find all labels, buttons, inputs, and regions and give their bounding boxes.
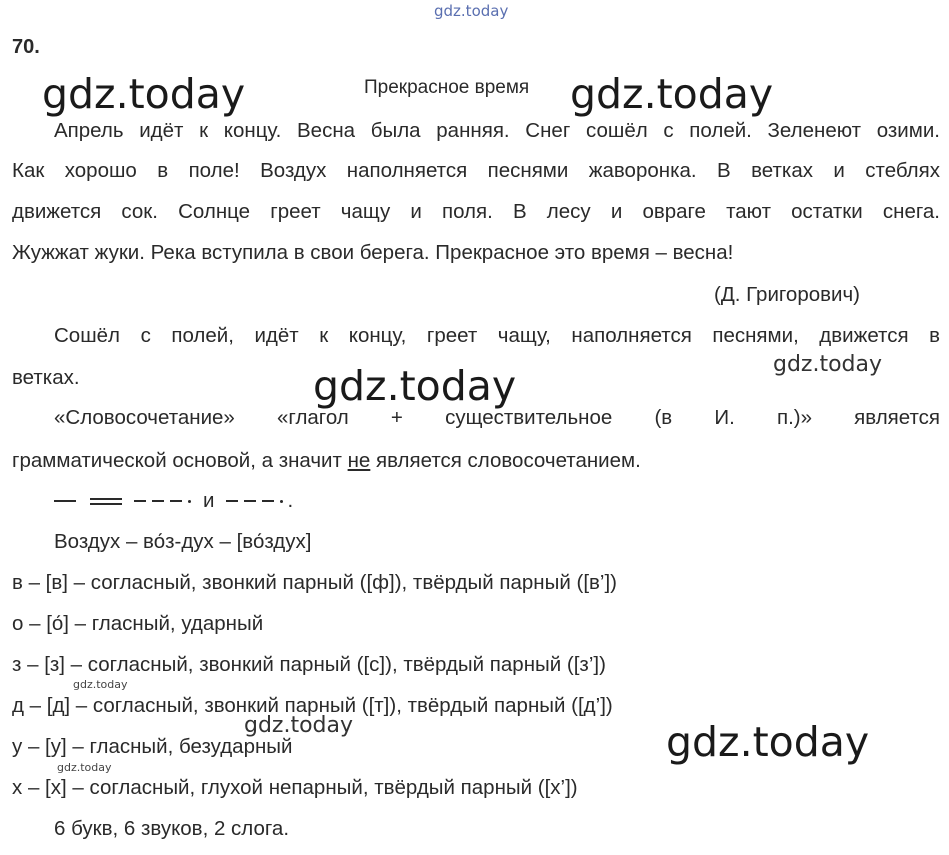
text-title: Прекрасное время <box>364 77 530 98</box>
exercise-number: 70. <box>12 36 40 58</box>
explanation-after: является словосочетанием. <box>370 449 641 472</box>
watermark-top: gdz.today <box>434 2 509 20</box>
predicate-double-line <box>90 498 122 505</box>
collocations-line-2: ветках. <box>12 366 80 389</box>
watermark-tiny-1: gdz.today <box>73 678 128 691</box>
text-line-4: Жужжат жуки. Река вступила в свои берега. Прекрасное это время – весна! <box>12 241 734 264</box>
watermark-tiny-2: gdz.today <box>57 761 112 774</box>
collocations-line-1: Сошёл с полей, идёт к концу, греет чащу, наполняется песнями, движется в <box>54 324 940 347</box>
scheme-end: . <box>287 489 294 512</box>
watermark-big-left: gdz.today <box>42 70 246 118</box>
watermark-right-small: gdz.today <box>773 352 883 377</box>
phonetic-row-1: в – [в] – согласный, звонкий парный ([ф]), твёрдый парный ([в’]) <box>12 571 617 594</box>
explanation-before: грамматической основой, а значит <box>12 449 348 472</box>
explanation-line-2 <box>12 449 641 473</box>
watermark-center-big: gdz.today <box>313 362 517 410</box>
phonetic-heading: Воздух – во́з-дух – [во́здух] <box>54 530 312 553</box>
circumstance-line-2 <box>226 500 283 503</box>
phonetic-summary: 6 букв, 6 звуков, 2 слога. <box>54 817 290 840</box>
watermark-big-title: gdz.today <box>570 70 774 118</box>
sentence-scheme <box>54 489 293 513</box>
phonetic-row-5: у – [у] – гласный, безударный <box>12 735 293 758</box>
phonetic-row-2: о – [о́] – гласный, ударный <box>12 612 264 635</box>
watermark-big-bottom-right: gdz.today <box>666 718 870 766</box>
subject-dash <box>54 500 76 502</box>
text-line-3: движется сок. Солнце греет чащу и поля. В лесу и овраге тают остатки снега. <box>12 200 940 223</box>
phonetic-row-6: х – [х] – согласный, глухой непарный, твёрдый парный ([х’]) <box>12 776 578 799</box>
explanation-line-1: «Словосочетание» «глагол + существительное (в И. п.)» является <box>54 406 940 429</box>
explanation-underlined-word: не <box>347 449 371 472</box>
phonetic-row-4: д – [д] – согласный, звонкий парный ([т]), твёрдый парный ([д’]) <box>12 694 613 717</box>
text-line-1: Апрель идёт к концу. Весна была ранняя. Снег сошёл с полей. Зеленеют озими. <box>54 119 940 142</box>
scheme-connector: и <box>203 489 215 512</box>
circumstance-line-1 <box>134 500 191 503</box>
text-line-2: Как хорошо в поле! Воздух наполняется песнями жаворонка. В ветках и стеблях <box>12 159 940 182</box>
phonetic-row-3: з – [з] – согласный, звонкий парный ([с]), твёрдый парный ([з’]) <box>12 653 606 676</box>
text-author: (Д. Григорович) <box>714 283 860 306</box>
watermark-mid-center: gdz.today <box>244 713 354 738</box>
